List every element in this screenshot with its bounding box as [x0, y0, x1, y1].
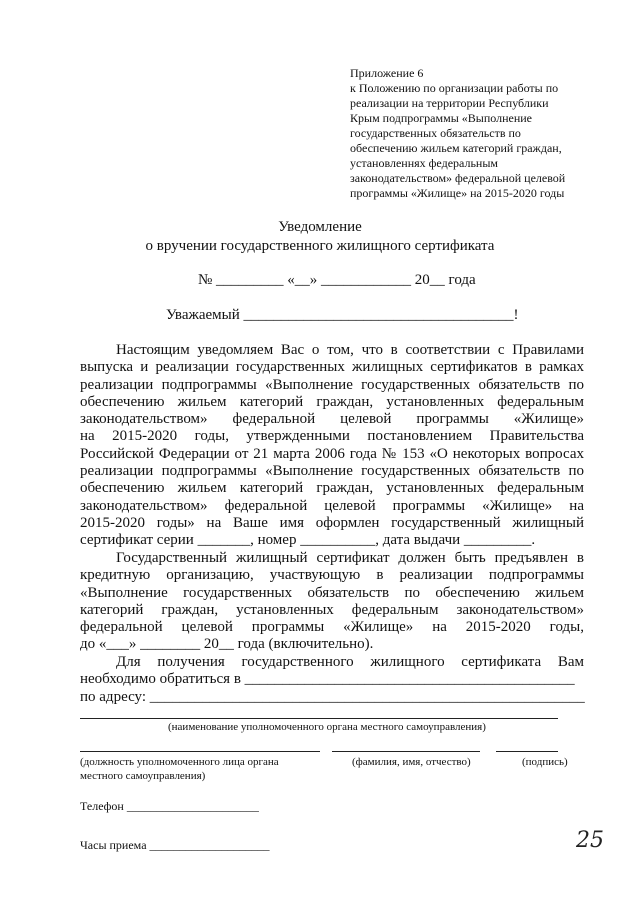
- paragraph-3: [80, 654, 584, 706]
- appendix-line: Крым подпрограммы «Выполнение: [350, 111, 532, 125]
- phone-field: Телефон ______________________: [80, 799, 259, 813]
- reception-hours-field: Часы приема ____________________: [80, 838, 270, 852]
- fio-caption: (фамилия, имя, отчество): [352, 756, 471, 768]
- text-line: 2015-2020 годы» на Ваше имя оформлен государственный жилищный: [80, 514, 584, 531]
- appendix-line: установленнях федеральным: [350, 156, 498, 170]
- text-line: законодательством» федеральной целевой программы «Жилище» на: [80, 497, 584, 514]
- text-line: «Выполнение государственных обязательств по обеспечению жильем: [80, 584, 584, 601]
- appendix-line: законодательством» федеральной целевой: [350, 171, 566, 185]
- appendix-line: Приложение 6: [350, 66, 424, 80]
- position-caption-1: (должность уполномоченного лица органа: [80, 756, 279, 768]
- text-line: категорий граждан, установленных федеральным законодательством»: [80, 601, 584, 618]
- appendix-block: [350, 66, 620, 201]
- organ-caption: (наименование уполномоченного органа местного самоуправления): [168, 721, 486, 733]
- appendix-line: к Положению по организации работы по: [350, 81, 559, 95]
- fio-line: [332, 751, 480, 752]
- text-line: до «___» ________ 20__ года (включительно).: [80, 636, 374, 653]
- text-line: законодательством» федеральной целевой программы «Жилище»: [80, 411, 584, 428]
- text-line: обеспечению жильем категорий граждан, установленных федеральным: [80, 393, 584, 410]
- text-line: на 2015-2020 годы, утвержденными постановлением Правительства: [80, 428, 584, 445]
- text-line: реализации подпрограммы «Выполнение государственных обязательств по: [80, 463, 584, 480]
- organ-name-line: [80, 718, 558, 719]
- text-line: обеспечению жильем категорий граждан, установленных федеральным: [80, 480, 584, 497]
- text-line: Для получения государственного жилищного сертификата Вам: [116, 654, 584, 670]
- position-line: [80, 751, 320, 752]
- text-line: кредитную организацию, участвующую в реализации подпрограммы: [80, 567, 584, 584]
- appendix-line: обеспечению жильем категорий граждан,: [350, 141, 562, 155]
- signature-line: [496, 751, 558, 752]
- text-line: выпуска и реализации государственных жилищных сертификатов в рамках: [80, 359, 584, 376]
- appendix-line: государственных обязательств по: [350, 126, 521, 140]
- signature-caption: (подпись): [522, 756, 568, 768]
- greeting-line: Уважаемый ____________________________________!: [166, 307, 519, 323]
- document-subtitle: о вручении государственного жилищного сертификата: [145, 238, 495, 254]
- document-title: Уведомление: [278, 219, 362, 235]
- text-line: сертификат серии _______, номер __________, дата выдачи _________.: [80, 532, 536, 549]
- page-number: 25: [576, 828, 604, 853]
- text-line: Настоящим уведомляем Вас о том, что в соответствии с Правилами: [116, 342, 584, 358]
- text-line: по адресу: __________________________________________________________: [80, 688, 585, 705]
- text-line: реализации подпрограммы «Выполнение государственных обязательств по: [80, 376, 584, 393]
- paragraph-2: [80, 550, 584, 654]
- text-line: Государственный жилищный сертификат должен быть предъявлен в: [116, 550, 584, 566]
- number-date-line: № _________ «__» ____________ 20__ года: [198, 272, 476, 288]
- appendix-line: реализации на территории Республики: [350, 96, 549, 110]
- position-caption-2: местного самоуправления): [80, 770, 206, 782]
- appendix-line: программы «Жилище» на 2015-2020 годы: [350, 186, 565, 200]
- text-line: Российской Федерации от 21 марта 2006 года № 153 «О некоторых вопросах: [80, 445, 584, 462]
- text-line: необходимо обратиться в ____________________________________________: [80, 671, 575, 688]
- text-line: федеральной целевой программы «Жилище» на 2015-2020 годы,: [80, 619, 584, 636]
- paragraph-1: [80, 342, 584, 550]
